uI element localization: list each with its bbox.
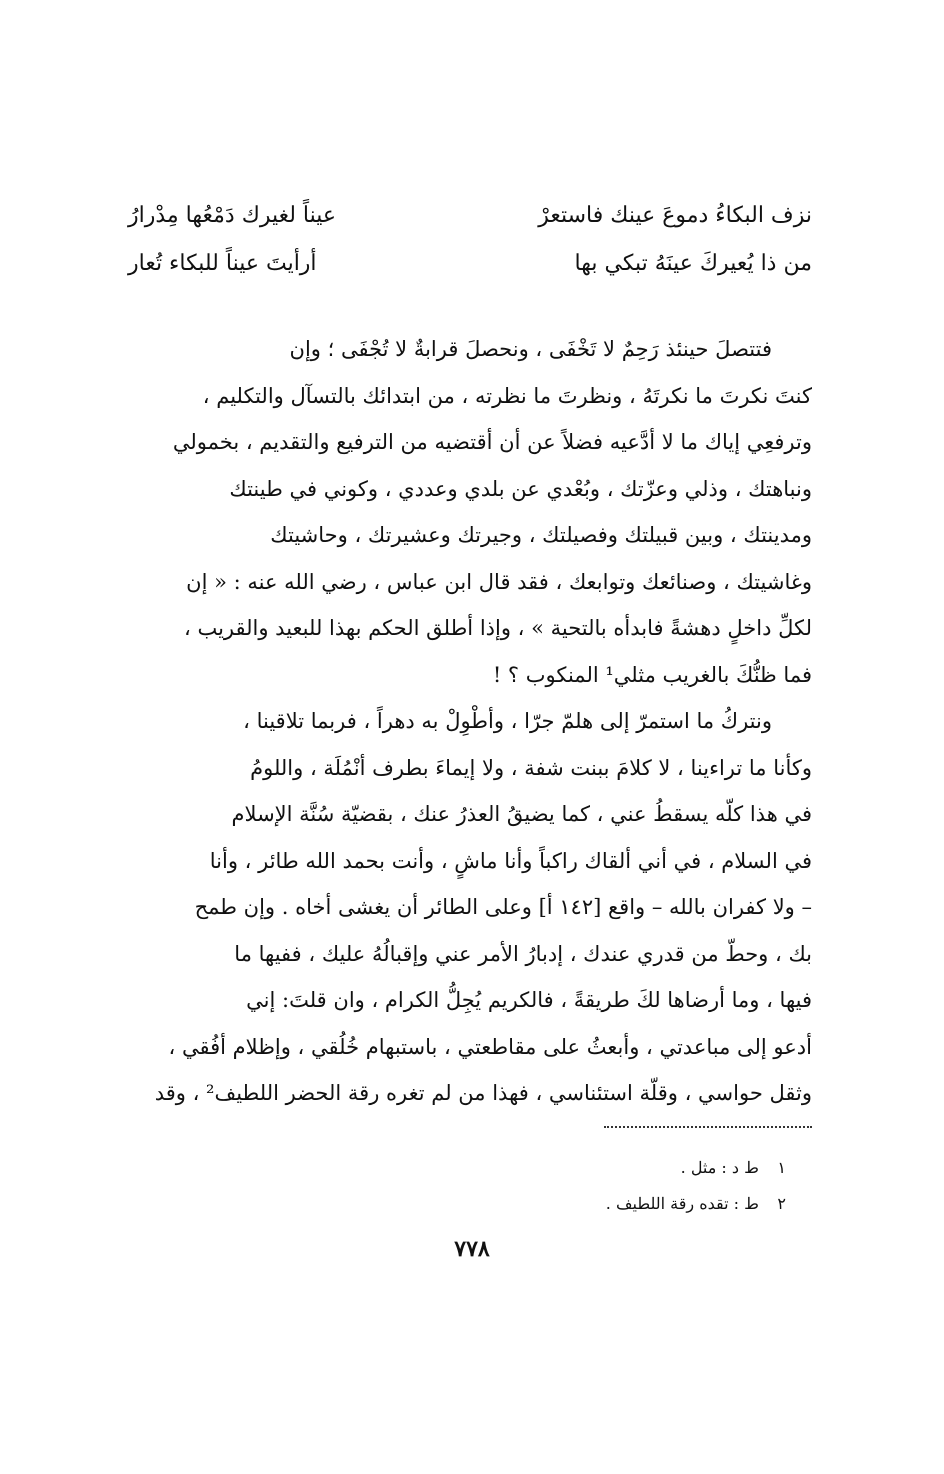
paragraph-line: وكأنا ما تراءينا ، لا كلامَ ببنت شفة ، ولا إيماءَ بطرف أنْمُلَة ، واللومُ	[250, 755, 812, 780]
footnotes	[300, 1150, 786, 1222]
footnote-text: ط : تقده رقة اللطيف .	[605, 1194, 759, 1213]
paragraph-line: في هذا كلّه يسقطُ عني ، كما يضيقُ العذرُ عنك ، بقضيّة سُنَّة الإسلام	[231, 802, 812, 826]
paragraph-line: فما ظنُّكَ بالغريب مثلي¹ المنكوب ؟ !	[492, 662, 812, 687]
paragraph-line: كنتَ نكرتَ ما نكرتَهُ ، ونظرتَ ما نظرته ، من ابتدائك بالتسآل والتكليم ،	[202, 383, 812, 408]
verse-2-second-hemistich: أرأيتَ عيناً للبكاء تُعار	[128, 251, 317, 276]
page-number: ٧٧٨	[454, 1236, 490, 1262]
paragraph-1	[128, 326, 812, 698]
verse-1-first-hemistich: نزف البكاءُ دموعَ عينك فاستعرْ	[538, 203, 812, 228]
footnote-2	[300, 1186, 786, 1222]
paragraph-line: فيها ، وما أرضاها لكَ طريقةً ، فالكريم يُجِلُّ الكرام ، وان قلتَ: إني	[246, 988, 812, 1012]
paragraph-line: بك ، وحطّ من قدري عندك ، إدبارُ الأمر عني وإقبالُهُ عليك ، ففيها ما	[234, 941, 812, 966]
footnote-1	[300, 1150, 786, 1186]
paragraph-line: ونتركُ ما استمرّ إلى هلمّ جرّا ، وأطْوِلْ به دهراً ، فربما تلاقينا ،	[243, 709, 772, 733]
paragraph-line: في السلام ، في أني ألقاك راكباً وأنا ماشٍ ، وأنت بحمد الله طائر ، وأنا	[209, 848, 812, 873]
paragraph-line: وغاشيتك ، وصنائعك وتوابعك ، فقد قال ابن عباس ، رضي الله عنه : « إن	[186, 569, 812, 594]
footnote-separator	[604, 1126, 812, 1128]
paragraph-line: أدعو إلى مباعدتي ، وأبعثُ على مقاطعتي ، باستبهام خُلُقي ، وإظلام أفُقي ،	[168, 1034, 812, 1059]
poem-verse-2	[128, 244, 812, 284]
footnote-number: ١	[777, 1158, 786, 1177]
verse-2-first-hemistich: من ذا يُعيركَ عينَهُ تبكي بها	[574, 251, 812, 276]
paragraph-line: ومدينتك ، وبين قبيلتك وفصيلتك ، وجيرتك وعشيرتك ، وحاشيتك	[270, 523, 812, 547]
paragraph-line: فتتصلَ حينئذ رَحِمٌ لا تَخْفَى ، ونحصلَ قرابةٌ لا تُجْفَى ؛ وإن	[289, 337, 772, 361]
paragraph-line: – ولا كفران بالله – واقع [١٤٢ أ] وعلى الطائر أن يغشى أخاه . وإن طمح	[194, 895, 812, 919]
paragraph-line: وثقل حواسي ، وقلّة استئناسي ، فهذا من لم تغره رقة الحضر اللطيف² ، وقد	[154, 1081, 812, 1105]
paragraph-line: لكلِّ داخلٍ دهشةً فابدأه بالتحية » ، وإذا أطلق الحكم بهذا للبعيد والقريب ،	[184, 616, 812, 640]
poem-verse-1	[128, 196, 812, 236]
footnote-text: ط د : مثل .	[680, 1158, 759, 1177]
paragraph-line: ونباهتك ، وذلي وعزّتك ، وبُعْدي عن بلدي وعددي ، وكوني في طينتك	[229, 476, 812, 501]
footnote-number: ٢	[777, 1194, 786, 1213]
paragraph-line: وترفعِي إياك ما لا أدَّعيه فضلاً عن أن أقتضيه من الترفيع والتقديم ، بخمولي	[172, 430, 812, 454]
verse-1-second-hemistich: عيناً لغيرك دَمْعُها مِدْرارُ	[128, 203, 337, 228]
paragraph-2	[128, 698, 812, 1117]
